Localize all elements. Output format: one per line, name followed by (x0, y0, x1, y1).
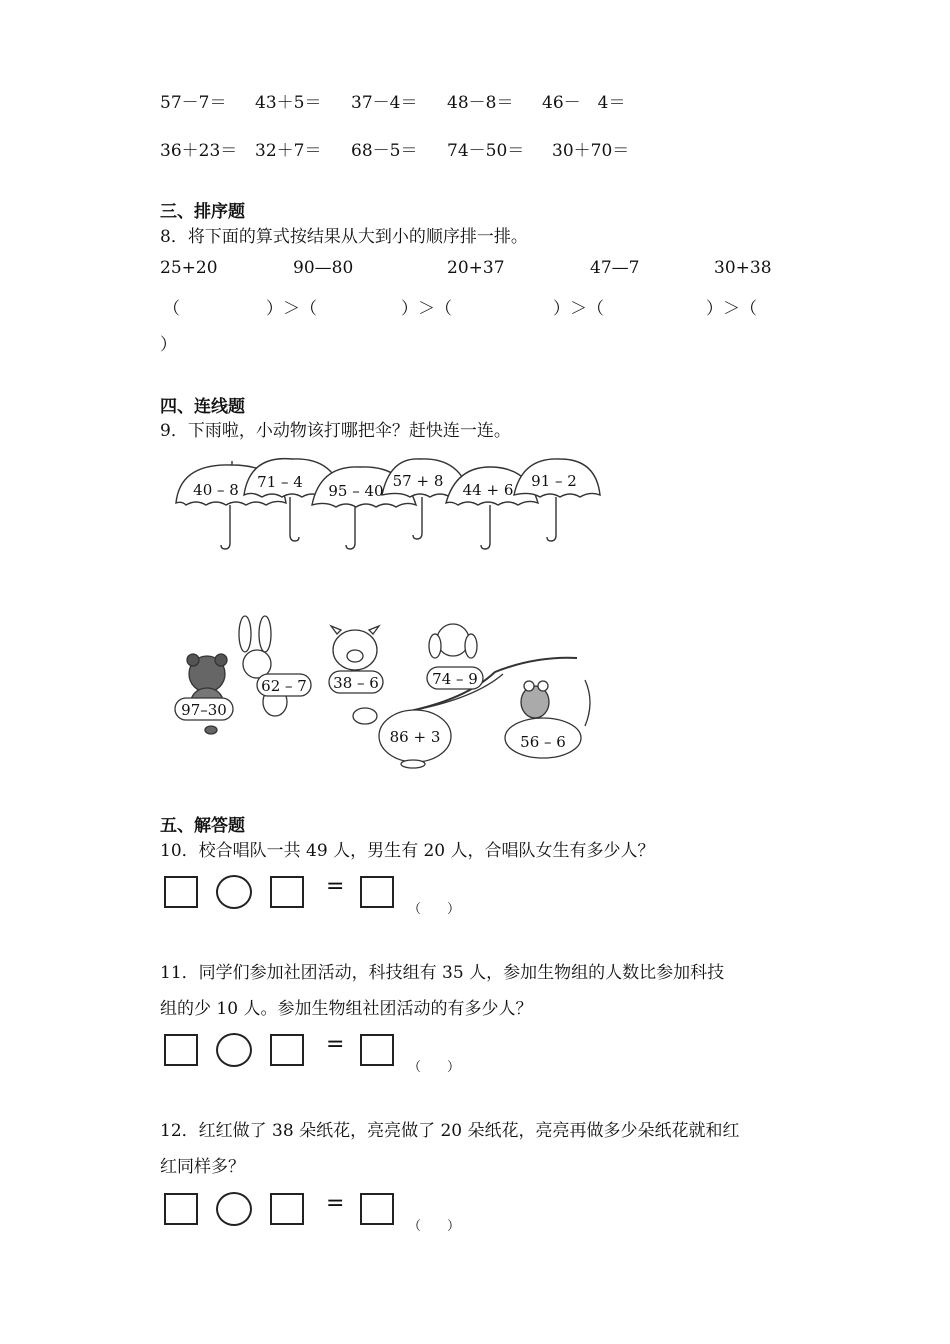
arith-item: 68－5＝ (351, 141, 418, 161)
equals-sign: = (326, 874, 345, 899)
equals-sign: = (326, 1032, 345, 1057)
answer-box[interactable] (164, 1193, 198, 1225)
animal-label: 74 – 9 (432, 670, 478, 688)
dog-icon (429, 624, 477, 658)
operator-circle[interactable] (216, 875, 252, 909)
arith-item: 37－4＝ (351, 93, 418, 113)
blank-paren: ）＞（ (553, 299, 604, 319)
unit-blank: （ ） (408, 902, 461, 917)
bear-icon (187, 654, 227, 734)
sort-expr: 90—80 (293, 258, 354, 278)
unit-blank: （ ） (408, 1060, 461, 1075)
arith-item: 48－8＝ (447, 93, 514, 113)
sort-expr: 20+37 (447, 258, 505, 278)
question-9: 9．下雨啦，小动物该打哪把伞？赶快连一连。 (160, 421, 511, 441)
answer-box[interactable] (360, 1034, 394, 1066)
operator-circle[interactable] (216, 1033, 252, 1067)
pig-icon (331, 626, 379, 670)
blank-paren: ）＞（ (401, 299, 452, 319)
umbrella-label: 71 – 4 (257, 473, 303, 491)
answer-box[interactable] (270, 1193, 304, 1225)
umbrella-label: 44 + 6 (462, 481, 514, 499)
section-heading-5: 五、解答题 (160, 816, 245, 836)
answer-box[interactable] (164, 876, 198, 908)
animal-label: 62 – 7 (261, 677, 307, 695)
question-8: 8．将下面的算式按结果从大到小的顺序排一排。 (160, 227, 528, 247)
animal-label: 86 + 3 (389, 728, 441, 746)
arith-item: 46－ 4＝ (542, 93, 626, 113)
umbrella-label: 95 – 40 (328, 482, 384, 500)
animal-label: 38 – 6 (333, 674, 379, 692)
blank-paren: ） (160, 335, 177, 355)
umbrella-label: 91 – 2 (531, 472, 577, 490)
arith-item: 36＋23＝ (160, 141, 238, 161)
question-10: 10．校合唱队一共 49 人，男生有 20 人，合唱队女生有多少人？ (160, 841, 655, 861)
question-12-line-2: 红同样多？ (160, 1157, 245, 1177)
arith-item: 32＋7＝ (255, 141, 322, 161)
blank-paren: ）＞（ (706, 299, 757, 319)
answer-box[interactable] (270, 1034, 304, 1066)
animals-illustration (165, 612, 605, 772)
question-11-line-1: 11．同学们参加社团活动，科技组有 35 人，参加生物组的人数比参加科技 (160, 963, 725, 983)
question-11-line-2: 组的少 10 人。参加生物组社团活动的有多少人？ (160, 999, 533, 1019)
answer-box[interactable] (164, 1034, 198, 1066)
blank-paren: ）＞（ (266, 299, 317, 319)
arith-item: 74－50＝ (447, 141, 525, 161)
umbrellas-illustration (170, 455, 610, 560)
question-12-line-1: 12．红红做了 38 朵纸花，亮亮做了 20 朵纸花，亮亮再做多少朵纸花就和红 (160, 1121, 740, 1141)
unit-blank: （ ） (408, 1219, 461, 1234)
sort-expr: 25+20 (160, 258, 218, 278)
umbrella-label: 57 + 8 (392, 472, 444, 490)
arith-item: 43＋5＝ (255, 93, 322, 113)
rabbit-icon (239, 616, 287, 716)
sort-expr: 30+38 (714, 258, 772, 278)
blank-paren: （ (163, 299, 180, 319)
arith-item: 30＋70＝ (552, 141, 630, 161)
animal-label: 97–30 (181, 701, 227, 719)
answer-box[interactable] (360, 1193, 394, 1225)
arith-item: 57－7＝ (160, 93, 227, 113)
equals-sign: = (326, 1191, 345, 1216)
answer-box[interactable] (270, 876, 304, 908)
operator-circle[interactable] (216, 1192, 252, 1226)
section-heading-3: 三、排序题 (160, 202, 245, 222)
sort-expr: 47—7 (590, 258, 640, 278)
animal-label: 56 – 6 (520, 733, 566, 751)
umbrella-label: 40 – 8 (193, 481, 239, 499)
answer-box[interactable] (360, 876, 394, 908)
section-heading-4: 四、连线题 (160, 397, 245, 417)
